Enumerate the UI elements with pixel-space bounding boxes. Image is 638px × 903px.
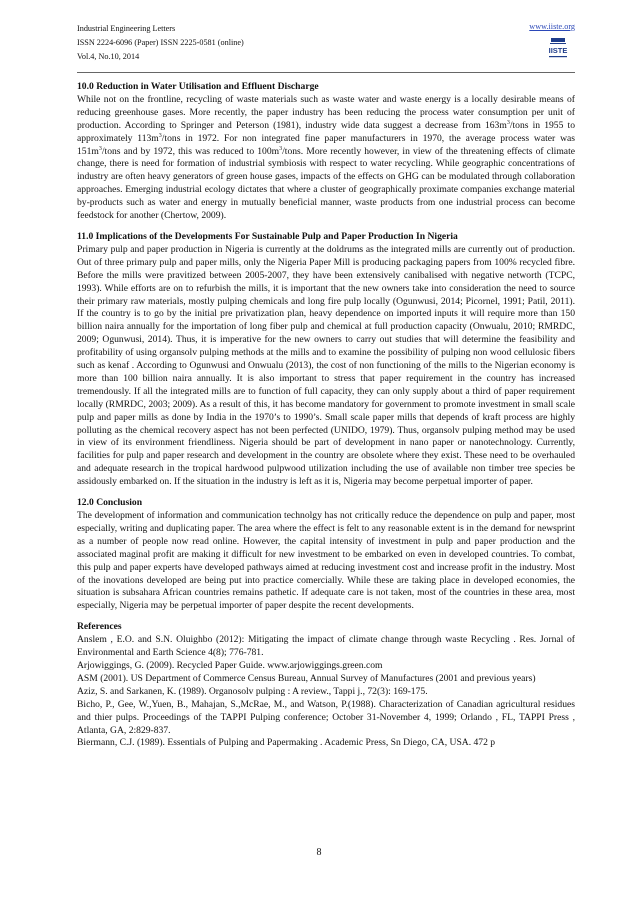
- reference-item: Bicho, P., Gee, W.,Yuen, B., Mahajan, S.,McRae, M., and Watson, P.(1988). Characterization of Canadian agricultural residues and thier pulps. Proceedings of the TAPPI Pulping conference; October 31-November 4, 1999; Orlando , FL, TAPPI Press , Atlanta, GA, 2:829-837.: [77, 698, 575, 736]
- section-paragraph: Primary pulp and paper production in Nigeria is currently at the doldrums as the integrated mills are currently out of production. Out of three primary pulp and paper mills, only the Nigeria Paper Mill is producing packaging papers from 100% recycled fibre. Before the mills were pravitized between 2005-2007, they have been extensively canibalised with negative networth (TCPC, 1993). While efforts are on to refurbish the mills, it is important that the new owners take into consideration the need to source their primary raw materials, mostly pulping chemicals and long fire pulp locally (Ogunwusi, 2014; Picornel, 1991; Patil, 2011). If the country is to go by the initial pre privatization plan, heavy dependence on imported inputs it will require more than 150 billion naira annually for the importation of long fiber pulp and chemical at full production capacity (Onwualu, 2010; RMRDC, 2009; Ogunwusi, 2014). Thus, it is imperative for the new owners to carry out studies that will determine the feasibility and profitability of using organsolv pulping methods at the mills and to examine the possibility of pulping non wood cellulosic fibers such as kenaf . According to Ogunwusi and Onwualu (2013), the cost of non functioning of the mills to the Nigerian economy is more than 100 billion naira annually. It is also important to stress that paper requirement in the country has increased tremendously. If all the integrated mills are to function of full capacity, they can only supply about a third of paper requirement locally (RMRDC, 2003; 2009). As a result of this, it has become mandatory for government to promote investment in small scale pulp and paper mills as done by India in the 1970’s to 1990’s. Small scale paper mills that depends of kraft process are highly polluting as the chemical recovery aspect has not been perfected (UNIDO, 1979). Thus, organsolv pulping method may be used in view of its environment friendliness. Nigeria should be part of development in nano paper or nanotechnology. Currently, facilities for pulp and paper research and development in the country are obsolete where they exist. These need to be overhauled and adequate research in the tropical hardwood pulpwood utilization including the use of available non timber tree species be assidously embarked on. If the situation in the industry is left as it is, Nigeria may become perpetual importer of paper.: [77, 243, 575, 488]
- reference-item: Anslem , E.O. and S.N. Oluighbo (2012): Mitigating the impact of climate change through waste Recycling . Res. Jornal of Environmental and Earth Science 4(8); 776-781.: [77, 634, 575, 659]
- reference-item: Aziz, S. and Sarkanen, K. (1989). Organosolv pulping : A review., Tappi j., 72(3): 169-175.: [77, 685, 428, 697]
- section-paragraph: The development of information and communication technolgy has not critically reduce the dependence on pulp and paper, most especially, writing and duplicating paper. The area where the effect is felt to any reasonable extent is in the demand for newsprint as a number of people now read online. However, the capital intensity of investment in pulp and paper production and the associated maginal profit are making it difficult for new investment to be embarked on even in developed countries. To combat, this pulp and paper experts have developed pathways aimed at reducing investment cost and increase profit in the industry. Most of the inovations developed are being put into practice comercially. While these are taking place in developed economies, the situation is subsahara African countries remains pathetic. If adequate care is not taken, most of the countries in these area, most especially, Nigeria may be perpetual importer of paper despite the recent developments.: [77, 510, 575, 612]
- svg-text:IISTE: IISTE: [548, 46, 568, 55]
- section-heading: 10.0 Reduction in Water Utilisation and Effluent Discharge: [77, 81, 319, 92]
- references-heading: References: [77, 621, 122, 633]
- iiste-logo-icon: [547, 38, 569, 60]
- superscript: 3: [98, 145, 102, 152]
- superscript: 3: [279, 145, 283, 152]
- journal-title: Industrial Engineering Letters: [77, 24, 176, 33]
- references-section: [77, 621, 575, 750]
- reference-item: Biermann, C.J. (1989). Essentials of Pulping and Papermaking . Academic Press, Sn Diego, CA, USA. 472 p: [77, 737, 496, 749]
- section-implications: [77, 231, 575, 489]
- reference-item: Arjowiggings, G. (2009). Recycled Paper Guide. www.arjowiggings.green.com: [77, 659, 383, 671]
- superscript: 3: [506, 119, 510, 126]
- section-water-utilisation: [77, 81, 575, 223]
- superscript: 3: [158, 132, 162, 139]
- issn-line: ISSN 2224-6096 (Paper) ISSN 2225-0581 (online): [77, 38, 244, 47]
- section-paragraph: While not on the frontline, recycling of waste materials such as waste water and waste energy is a locally desirable means of reducing greenhouse gases. More recently, the paper industry has been reducing the process water consumption per unit of production. According to Springer and Peterson (1981), industry wide data suggest a decrease from $163m^3$/tons in 1955 to approximately $113m^3$/tons in 1972. For non integrated fine paper manufacturers in 1970, the average process water was $151m^3$/tons and by 1972, this was reduced to $100m^3$/tons. More recently however, in view of the threatening effects of climate change, there is need for formation of industrial symbiosis with respect to water recycling. While geographic concentrations of industry are often heavy generators of green house gases, impacts of the effects on GHG can be modulated through collaboration approaches. Emerging industrial ecology dictates that where a cluster of geographically proximate companies exchange material by-products such as water and energy in mutually beneficial manner, waste products from one industrial process can become feedstock for another (Chertow, 2009).: [77, 93, 575, 222]
- reference-item: ASM (2001). US Department of Commerce Census Bureau, Annual Survey of Manufactures (2001 and previous years): [77, 672, 536, 684]
- section-heading: 11.0 Implications of the Developments For Sustainable Pulp and Paper Production In Nigeria: [77, 230, 458, 242]
- volume-line: Vol.4, No.10, 2014: [77, 52, 140, 61]
- header-divider: [77, 72, 575, 73]
- journal-url-link[interactable]: www.iiste.org: [529, 22, 575, 31]
- section-conclusion: [77, 497, 575, 613]
- main-content: [77, 81, 575, 758]
- section-heading: 12.0 Conclusion: [77, 497, 143, 509]
- page-number: 8: [316, 847, 322, 858]
